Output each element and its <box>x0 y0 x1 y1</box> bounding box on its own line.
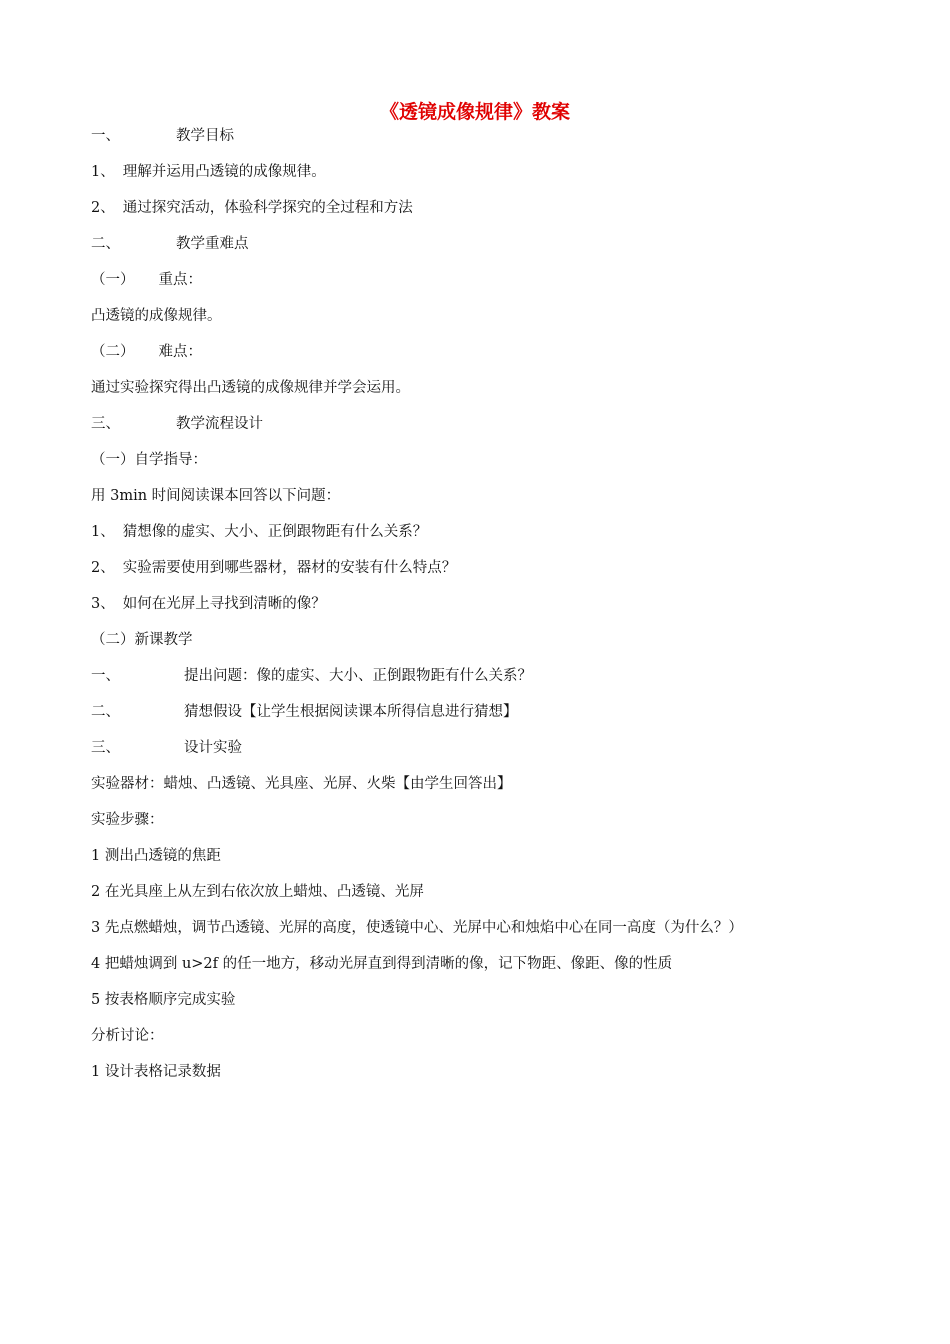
text-line <box>91 376 921 412</box>
text-line <box>91 844 921 880</box>
text-line <box>91 448 921 484</box>
line-text: 4 把蜡烛调到 u>2f 的任一地方，移动光屏直到得到清晰的像，记下物距、像距、像的性质 <box>91 956 673 972</box>
list-marker: 2、 <box>91 560 115 576</box>
list-marker: 3、 <box>91 596 115 612</box>
text-line <box>91 880 921 916</box>
line-text: 分析讨论： <box>91 1028 164 1044</box>
list-marker: 三、 <box>91 416 120 432</box>
list-marker: （二） <box>91 344 135 360</box>
text-line <box>91 664 921 700</box>
text-line <box>91 700 921 736</box>
line-text: 如何在光屏上寻找到清晰的像？ <box>122 596 326 612</box>
line-text: 实验需要使用到哪些器材，器材的安装有什么特点？ <box>122 560 457 576</box>
text-line <box>91 304 921 340</box>
line-text: 实验步骤： <box>91 812 164 828</box>
line-text: 通过实验探究得出凸透镜的成像规律并学会运用。 <box>91 380 410 396</box>
text-line <box>91 772 921 808</box>
document-title: 《透镜成像规律》教案 <box>379 101 570 123</box>
line-text: 实验器材：蜡烛、凸透镜、光具座、光屏、火柴【由学生回答出】 <box>91 776 512 792</box>
text-line <box>91 268 921 304</box>
line-text: 猜想像的虚实、大小、正倒跟物距有什么关系？ <box>122 524 428 540</box>
text-line <box>91 952 921 988</box>
document-body <box>91 124 921 1096</box>
text-line <box>91 412 921 448</box>
list-marker: 二、 <box>91 236 120 252</box>
list-marker: 1、 <box>91 164 115 180</box>
line-text: 通过探究活动，体验科学探究的全过程和方法 <box>122 200 413 216</box>
text-line <box>91 124 921 160</box>
line-text: 猜想假设【让学生根据阅读课本所得信息进行猜想】 <box>184 704 518 720</box>
text-line <box>91 160 921 196</box>
text-line <box>91 592 921 628</box>
line-text: 1 测出凸透镜的焦距 <box>91 848 221 864</box>
line-text: 理解并运用凸透镜的成像规律。 <box>122 164 326 180</box>
line-text: 教学重难点 <box>176 236 249 252</box>
text-line <box>91 1024 921 1060</box>
list-marker: 一、 <box>91 128 120 144</box>
line-text: 3 先点燃蜡烛，调节凸透镜、光屏的高度，使透镜中心、光屏中心和烛焰中心在同一高度（为什么？） <box>91 920 743 936</box>
text-line <box>91 340 921 376</box>
text-line <box>91 988 921 1024</box>
line-text: 用 3min 时间阅读课本回答以下问题： <box>91 488 341 504</box>
line-text: 设计实验 <box>184 740 242 756</box>
text-line <box>91 520 921 556</box>
text-line <box>91 916 921 952</box>
list-marker: 1、 <box>91 524 115 540</box>
text-line <box>91 556 921 592</box>
text-line <box>91 196 921 232</box>
list-marker: （一） <box>91 272 135 288</box>
text-line <box>91 808 921 844</box>
line-text: 1 设计表格记录数据 <box>91 1064 221 1080</box>
list-marker: 三、 <box>91 740 120 756</box>
list-marker: 2、 <box>91 200 115 216</box>
text-line <box>91 232 921 268</box>
line-text: 提出问题：像的虚实、大小、正倒跟物距有什么关系？ <box>184 668 532 684</box>
list-marker: 二、 <box>91 704 120 720</box>
text-line <box>91 628 921 664</box>
list-marker: 一、 <box>91 668 120 684</box>
text-line <box>91 1060 921 1096</box>
line-text: 重点： <box>158 272 202 288</box>
line-text: 5 按表格顺序完成实验 <box>91 992 236 1008</box>
line-text: 2 在光具座上从左到右依次放上蜡烛、凸透镜、光屏 <box>91 884 424 900</box>
line-text: （一）自学指导： <box>91 452 207 468</box>
line-text: 教学目标 <box>176 128 234 144</box>
text-line <box>91 736 921 772</box>
text-line <box>91 484 921 520</box>
line-text: 凸透镜的成像规律。 <box>91 308 222 324</box>
line-text: 教学流程设计 <box>176 416 263 432</box>
line-text: 难点： <box>158 344 202 360</box>
line-text: （二）新课教学 <box>91 632 193 648</box>
